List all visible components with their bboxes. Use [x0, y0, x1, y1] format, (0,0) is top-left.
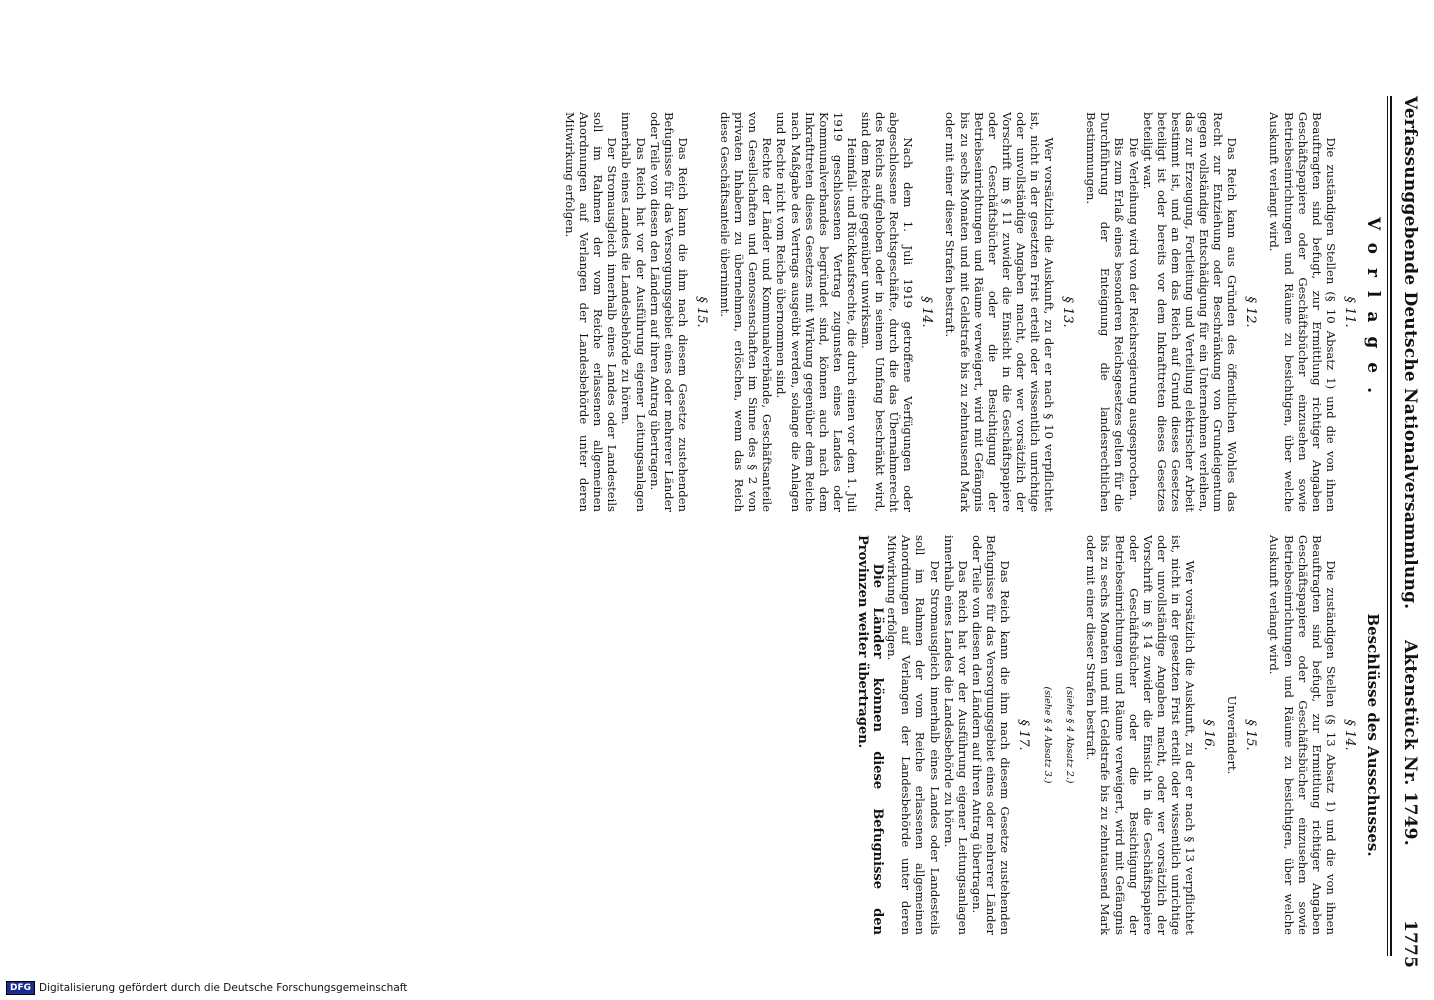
paragraph: Der Stromausgleich innerhalb eines Landes oder Landesteils soll im Rahmen der vom Reiche erlassenen allgemeinen Anordnungen auf Verlangen der Landesbehörde unter deren Mitwirkung erfolgen. [885, 535, 942, 935]
section-heading: § 15. [1243, 719, 1259, 751]
paragraph: Das Reich hat vor der Ausführung eigener Leitungsanlagen innerhalb eines Landes die Landesbehörde zu hören. [619, 112, 648, 512]
section-heading: § 17. [1016, 719, 1032, 751]
section-heading: § 14. [1341, 719, 1357, 751]
right-column-body [855, 535, 1356, 935]
unchanged-note: Unverändert. [1225, 695, 1240, 775]
paragraph: Die zuständigen Stellen (§ 13 Absatz 1) und die von ihnen Beauftragten sind befugt, zur Ermittlung richtiger Angaben Geschäftspapiere oder Geschäftsbücher einzusehen sowie Betriebseinrichtungen und Räume zu besichtigen, über welche Auskunft verlangt wird. [1267, 535, 1338, 935]
paragraph: Die Verleihung wird von der Reichsregierung ausgesprochen. [1126, 137, 1141, 501]
paragraph: Das Reich hat vor der Ausführung eigener Leitungsanlagen innerhalb eines Landes die Landesbehörde zu hören. [941, 535, 970, 935]
left-column-heading: Vorlage. [1363, 216, 1383, 408]
header-rule [1390, 96, 1392, 956]
right-column-heading: Beschlüsse des Ausschusses. [1364, 613, 1382, 857]
header-rule-thin [1387, 96, 1388, 956]
digitization-credit [6, 980, 1006, 996]
paragraph: Der Stromausgleich innerhalb eines Landes oder Landesteils soll im Rahmen der vom Reiche erlassenen allgemeinen Anordnungen auf Verlangen der Landesbehörde unter deren Mitwirkung erfolgen. [563, 112, 620, 512]
paragraph: Das Reich kann die ihm nach diesem Gesetze zustehenden Befugnisse für das Versorgungsgebiet eines oder mehrerer Länder oder Teile von diesen den Ländern auf ihren Antrag übertragen. [647, 112, 690, 512]
paragraph: Das Reich kann aus Gründen des öffentlichen Wohles das Recht zur Entziehung oder Beschränkung von Grundeigentum gegen vollständige Entschädigung für ein Unternehmen verleihen, das zur Erzeugung, Fortleitung und Verteilung elektrischer Arbeit bestimmt ist, und an dem das Reich auf Grund dieses Gesetzes beteiligt ist oder bereits vor dem Inkrafttreten dieses Gesetzes beteiligt war. [1140, 112, 1240, 512]
paragraph: Wer vorsätzlich die Auskunft, zu der er nach § 13 verpflichtet ist, nicht in der gesetzten Frist erteilt oder wissentlich unrichtige oder unvollständige Angaben macht, oder wer vorsätzlich der Vorschrift im § 14 zuwider die Einsicht in die Geschäftspapiere oder Geschäftsbücher oder die Besichtigung der Betriebseinrichtungen und Räume verweigert, wird mit Gefängnis bis zu sechs Monaten und mit Geldstrafe bis zu zehntausend Mark oder mit einer dieser Strafen bestraft. [1084, 535, 1198, 935]
dfg-logo: DFG [6, 981, 35, 995]
paragraph: Rechte der Länder und Kommunalverbände, Geschäftsanteile von Gesellschaften und Genossenschaften im Sinne des § 2 von privaten Inhabern zu übernehmen, erlöschen, wenn das Reich diese Geschäftsanteile übernimmt. [718, 112, 775, 512]
section-heading: § 11. [1341, 296, 1357, 328]
section-heading: § 15. [693, 296, 709, 328]
amended-paragraph: Die Länder können diese Befugnisse den Provinzen weiter übertragen. [855, 535, 886, 935]
right-column [138, 535, 1384, 935]
paragraph: Bis zum Erlaß eines besonderen Reichsgesetzes gelten für die Durchführung der Enteignung die landesrechtlichen Bestimmungen. [1084, 112, 1127, 512]
section-heading: § 16. [1201, 719, 1217, 751]
cross-reference-note: (siehe § 4 Absatz 3.) [1042, 686, 1054, 784]
left-column [138, 112, 1384, 512]
cross-reference-note: (siehe § 4 Absatz 2.) [1064, 686, 1076, 784]
aktenstueck-label: Aktenstück Nr. 1749. [1400, 640, 1420, 846]
paragraph: Nach dem 1. Juli 1919 getroffene Verfügungen oder abgeschlossene Rechtsgeschäfte, durch die das Übernahmerecht des Reichs aufgehoben oder in seinem Umfang beschränkt wird, sind dem Reiche gegenüber unwirksam. [859, 112, 916, 512]
paragraph: Die zuständigen Stellen (§ 10 Absatz 1) und die von ihnen Beauftragten sind befugt, zur Ermittlung richtiger Angaben Geschäftspapiere oder Geschäftsbücher einzusehen sowie Betriebseinrichtungen und Räume zu besichtigen, über welche Auskunft verlangt wird. [1267, 112, 1338, 512]
paragraph: Heimfall- und Rückkaufsrechte, die durch einen vor dem 1. Juli 1919 geschlossenen Vertrag zugunsten eines Landes oder Kommunalverbandes begründet sind, können auch nach dem Inkrafttreten dieses Gesetzes mit Wirkung gegenüber dem Reiche nach Maßgabe des Vertrags ausgeübt werden, solange die Anlagen und Rechte nicht vom Reiche übernommen sind. [774, 112, 859, 512]
paragraph: Wer vorsätzlich die Auskunft, zu der er nach § 10 verpflichtet ist, nicht in der gesetzten Frist erteilt oder wissentlich unrichtige oder unvollständige Angaben macht, oder wer vorsätzlich der Vorschrift im § 11 zuwider die Einsicht in die Geschäftspapiere oder Geschäftsbücher oder die Besichtigung der Betriebseinrichtungen und Räume verweigert, wird mit Gefängnis bis zu sechs Monaten und mit Geldstrafe bis zu zehntausend Mark oder mit einer dieser Strafen bestraft. [943, 112, 1057, 512]
left-column-body [563, 112, 1356, 512]
document-title: Verfassunggebende Deutsche Nationalversammlung. [1400, 96, 1420, 610]
section-heading: § 14. [919, 296, 935, 328]
page-number: 1775 [1400, 920, 1420, 969]
section-heading: § 13. [1060, 296, 1076, 328]
paragraph: Das Reich kann die ihm nach diesem Gesetze zustehenden Befugnisse für das Versorgungsgebiet eines oder mehrerer Länder oder Teile von diesen den Ländern auf ihren Antrag übertragen. [969, 535, 1013, 935]
credit-text: Digitalisierung gefördert durch die Deutsche Forschungsgemeinschaft [39, 982, 408, 994]
section-heading: § 12. [1243, 296, 1259, 328]
